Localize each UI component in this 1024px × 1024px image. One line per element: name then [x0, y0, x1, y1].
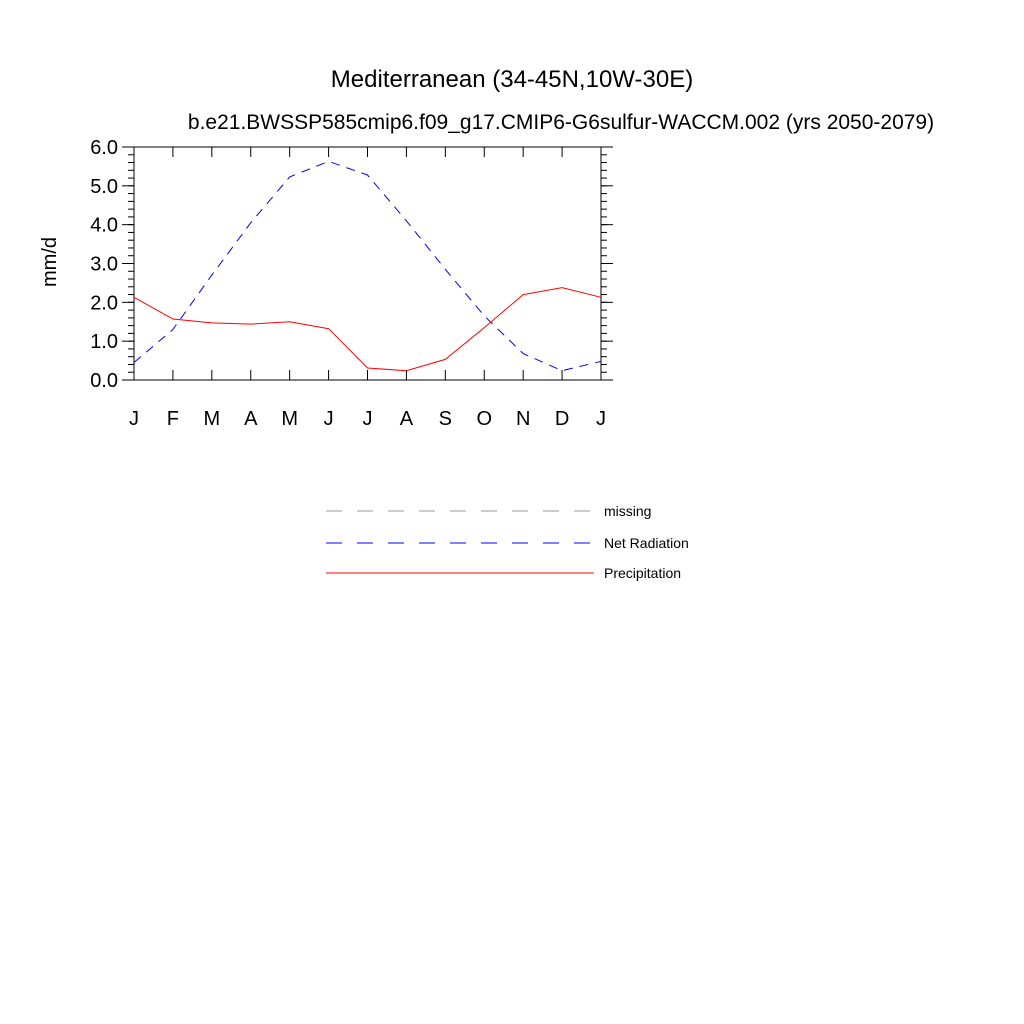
x-tick-label: O	[476, 408, 493, 430]
x-tick-label: J	[323, 408, 334, 430]
x-tick-label: M	[281, 408, 299, 430]
x-tick-label: J	[596, 408, 606, 430]
x-tick-label: A	[244, 408, 258, 430]
legend-label-precipitation: Precipitation	[604, 565, 682, 581]
x-tick-label: S	[438, 408, 453, 430]
y-tick-label: 0.0	[90, 370, 118, 392]
y-tick-label: 3.0	[90, 253, 118, 276]
y-tick-labels	[90, 137, 118, 392]
y-tick-label: 6.0	[90, 137, 118, 159]
major-ticks	[122, 147, 613, 380]
x-tick-labels	[129, 408, 606, 430]
chart-title: Mediterranean (34-45N,10W-30E)	[330, 66, 694, 93]
y-axis-label: mm/d	[39, 237, 61, 287]
x-tick-label: J	[129, 408, 139, 430]
y-tick-label: 5.0	[90, 175, 118, 198]
minor-ticks	[128, 147, 607, 380]
x-tick-label: A	[399, 408, 414, 430]
legend	[326, 503, 689, 581]
y-tick-label: 4.0	[90, 214, 118, 237]
y-tick-label: 2.0	[90, 292, 118, 315]
legend-label-missing: missing	[604, 503, 652, 519]
legend-label-net-radiation: Net Radiation	[604, 535, 689, 551]
x-tick-label: D	[554, 408, 570, 430]
y-tick-label: 1.0	[90, 331, 118, 354]
x-tick-label: F	[166, 408, 180, 430]
series-line-precipitation	[134, 288, 601, 371]
x-tick-label: J	[362, 408, 373, 430]
series-line-net-radiation	[134, 161, 601, 370]
series-lines	[134, 161, 601, 370]
plot-frame	[134, 147, 601, 380]
x-tick-label: M	[203, 408, 221, 430]
x-tick-label: N	[515, 408, 531, 430]
chart-subtitle: b.e21.BWSSP585cmip6.f09_g17.CMIP6-G6sulfur-WACCM.002 (yrs 2050-2079)	[187, 111, 935, 134]
